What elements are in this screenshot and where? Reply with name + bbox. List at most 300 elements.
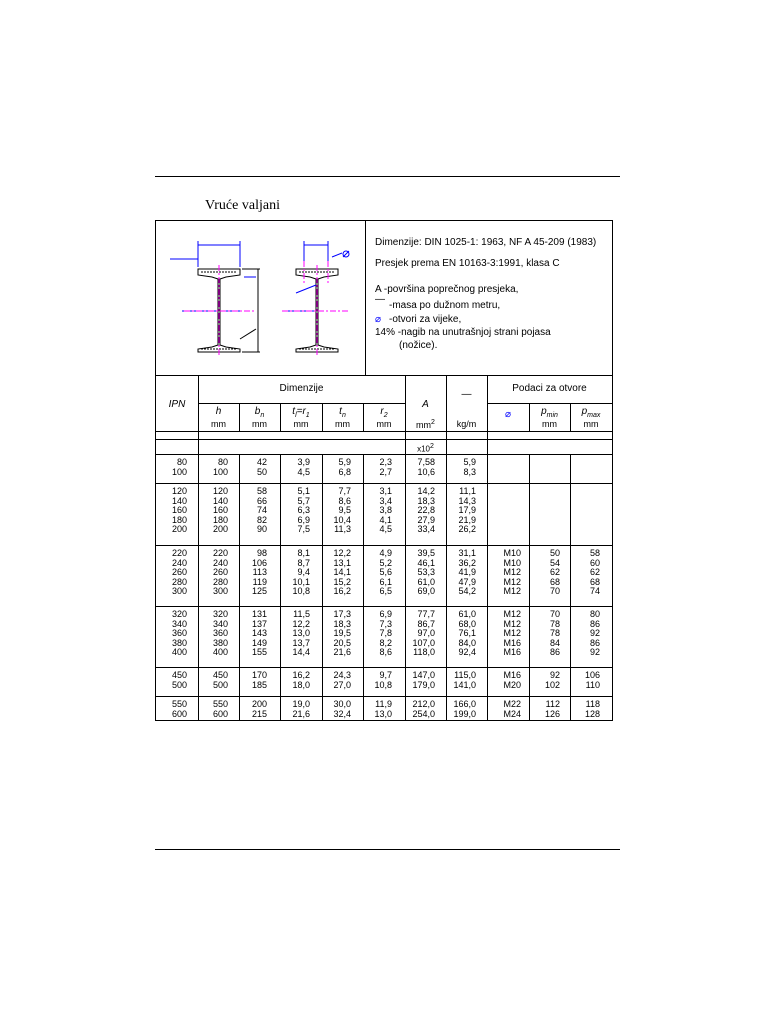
cell: 380 [212,637,228,648]
cell: 120 [171,486,187,496]
cell: 76,1 [458,628,476,639]
cell: 58 [589,548,600,558]
cell: 80 [589,609,600,619]
unit-tn: mm [335,419,350,429]
column-pmin [550,610,560,658]
cell: 17,3 [333,609,351,619]
cell: 240 [171,557,187,568]
cell: 4,5 [297,466,310,477]
cell: 160 [212,505,228,516]
cell: 3,1 [379,486,392,496]
cell: 260 [212,567,228,578]
cell: 141,0 [453,679,476,690]
cell: 86 [589,637,600,648]
cell: 143 [251,628,267,639]
cell: 4,1 [379,514,392,525]
column-G [458,487,476,535]
cell: 74 [256,505,267,516]
mass-symbol-icon: — [375,294,385,305]
column-tn [333,610,351,658]
cell: 118,0 [413,647,435,658]
unit-pmin: mm [542,419,557,429]
cell: M22 [503,699,521,709]
column-r2 [379,549,392,597]
column-pmin [550,549,560,597]
cell: 11,1 [459,486,476,496]
v-line [322,454,323,720]
cell: 6,3 [297,505,310,516]
cell: 500 [212,679,228,690]
v-line [363,454,364,720]
cell: 31,1 [458,548,476,558]
column-h [213,671,228,690]
cell: 5,9 [463,457,476,467]
cell: 16,2 [292,670,310,680]
cell: 11,5 [293,609,310,619]
column-tn [338,458,351,477]
cell: 74 [589,586,600,597]
cell: M20 [503,679,521,690]
cell: 180 [212,514,228,525]
h-line [156,454,612,455]
unit-mass: kg/m [456,419,477,429]
unit-r2: mm [376,419,392,429]
cell: 86 [589,618,600,629]
cell: 9,7 [379,670,392,680]
cell: 4,5 [379,524,392,535]
cell: 14,4 [292,647,310,658]
cell: 2,7 [379,466,392,477]
header-b: $b_n$ [254,406,265,419]
v-line [529,454,530,720]
header-r2: $r_2$ [380,406,388,419]
h-line [156,375,612,376]
column-A [412,700,435,719]
cell: 9,4 [297,567,310,578]
column-G [463,458,476,477]
cell: 254,0 [412,708,435,719]
column-tn [333,700,351,719]
cell: 600 [212,708,228,719]
cell: 380 [171,637,187,648]
cell: 6,9 [379,609,392,619]
cell: 8,3 [463,466,476,477]
info-divider [365,221,366,375]
column-G [453,671,476,690]
cell: 10,4 [333,514,351,525]
header-h: h [215,406,222,417]
column-b [257,487,267,535]
column-pmax [590,610,600,658]
cell: 47,9 [458,576,476,587]
cell: 78 [549,628,560,639]
cell: 8,6 [379,647,392,658]
cell: M16 [503,670,521,680]
cell: 17,9 [458,505,476,516]
cell: M10 [503,557,521,568]
cell: 7,3 [379,618,392,629]
column-pmax [590,549,600,597]
cell: 8,2 [379,637,392,648]
column-hole [503,549,521,597]
column-b [252,549,267,597]
cell: 68 [589,576,600,587]
cell: M12 [503,628,521,639]
cell: 149 [251,637,267,648]
column-ipn [172,487,187,535]
cell: 6,9 [297,514,310,525]
column-G [458,610,476,658]
cell: 550 [171,699,187,709]
h-line [487,403,612,404]
cell: 13,7 [292,637,310,648]
cell: 80 [217,457,228,467]
cell: 119 [252,576,267,587]
cell: 450 [171,670,187,680]
cell: 212,0 [412,699,435,709]
cell: 160 [171,505,187,516]
column-h [213,610,228,658]
cell: 68 [549,576,560,587]
cell: 120 [212,486,228,496]
cell: M12 [503,618,521,629]
cell: 200 [251,699,267,709]
cell: 92 [589,628,600,639]
cell: 84,0 [458,637,476,648]
column-ipn [172,549,187,597]
cell: 82 [256,514,267,525]
cell: 140 [212,495,228,506]
cell: 36,2 [458,557,476,568]
cell: 126 [544,708,560,719]
column-t [297,458,310,477]
cell: 6,8 [338,466,351,477]
cell: 5,9 [338,457,351,467]
column-r2 [379,458,392,477]
cell: 300 [171,586,187,597]
column-ipn [172,610,187,658]
cell: M16 [503,637,521,648]
column-ipn [172,700,187,719]
cell: 550 [212,699,228,709]
cell: 199,0 [453,708,476,719]
cell: 78 [549,618,560,629]
cell: 18,3 [333,618,351,629]
cell: 10,6 [417,466,435,477]
cell: 5,7 [297,495,310,506]
cell: 113 [252,567,267,578]
cell: 6,5 [379,586,392,597]
v-line [239,454,240,720]
header-dimenzije: Dimenzije [279,383,324,394]
cell: 131 [251,609,267,619]
cell: 22,8 [417,505,435,516]
cell: 400 [212,647,228,658]
profile-table [155,220,613,721]
column-A [417,458,435,477]
v-line [487,375,488,720]
column-h [213,458,228,477]
cell: 98 [256,548,267,558]
cell: 100 [212,466,228,477]
bottom-rule [155,849,620,850]
cell: 320 [212,609,228,619]
h-line [156,483,612,484]
cell: 170 [251,670,267,680]
cell: 115,0 [454,670,476,680]
cell: 13,0 [374,708,392,719]
cell: 320 [171,609,187,619]
hole-symbol-icon: ⌀ [375,314,382,325]
v-line [570,454,571,720]
cell: 106 [584,670,600,680]
column-t [292,671,310,690]
cell: 84 [549,637,560,648]
column-h [213,549,228,597]
column-b [257,458,267,477]
cell: 21,6 [292,708,310,719]
header-mass: — [461,389,472,400]
cell: 450 [212,670,228,680]
cell: 340 [212,618,228,629]
v-line [280,454,281,720]
cell: 215 [251,708,267,719]
cell: 180 [171,514,187,525]
cell: 21,9 [458,514,476,525]
cell: 106 [251,557,267,568]
cell: 220 [171,548,187,558]
column-pmin [545,700,560,719]
cell: 2,3 [379,457,392,467]
cell: 10,8 [374,679,392,690]
column-ipn [172,458,187,477]
cell: 50 [549,548,560,558]
cell: 18,0 [292,679,310,690]
header-hole-icon: ⌀ [504,409,512,420]
cell: 69,0 [417,586,435,597]
header-pmin: $p_{min}$ [541,406,558,419]
column-t [292,700,310,719]
cell: 102 [544,679,560,690]
cell: 16,2 [333,586,351,597]
cell: 70 [549,609,560,619]
cell: M10 [503,548,521,558]
column-r2 [374,671,392,690]
cell: 340 [171,618,187,629]
cell: 166,0 [453,699,476,709]
cell: 11,3 [334,524,351,535]
column-h [213,487,228,535]
cell: 5,2 [379,557,392,568]
cell: 360 [171,628,187,639]
h-line [198,403,405,404]
cell: 42 [256,457,267,467]
cell: 260 [171,567,187,578]
unit-b: mm [252,419,267,429]
column-b [252,700,267,719]
cell: 118 [585,699,600,709]
column-G [453,700,476,719]
cell: 140 [171,495,187,506]
cell: 200 [212,524,228,535]
cell: 7,58 [417,457,435,467]
cell: 100 [171,466,187,477]
cell: 19,0 [292,699,310,709]
cell: 7,8 [379,628,392,639]
cell: 54,2 [458,586,476,597]
h-line [156,696,612,697]
cell: 66 [256,495,267,506]
cell: 500 [171,679,187,690]
cell: 155 [251,647,267,658]
cell: 300 [212,586,228,597]
column-pmax [585,671,600,690]
cell: 600 [171,708,187,719]
cell: M12 [503,567,521,578]
column-r2 [379,487,392,535]
cell: M12 [503,576,521,587]
cell: 8,7 [297,557,310,568]
legend-mass: -masa po dužnom metru, [389,300,501,311]
cell: 18,3 [417,495,435,506]
cell: 86 [549,647,560,658]
cell: 61,0 [458,609,476,619]
cell: 5,1 [297,486,310,496]
page-heading: Vruće valjani [205,198,280,213]
cell: 128 [584,708,600,719]
cell: 179,0 [412,679,435,690]
cell: 3,4 [379,495,392,506]
column-A [412,610,435,658]
cell: 7,7 [338,486,351,496]
cell: 92 [549,670,560,680]
cell: 4,9 [379,548,392,558]
cell: 77,7 [417,609,435,619]
cell: 15,2 [333,576,351,587]
header-t: $t_l=r_1$ [292,406,310,419]
unit-h: mm [211,419,226,429]
cell: 110 [585,679,600,690]
standard-text: Dimenzije: DIN 1025-1: 1963, NF A 45-209 (1983) [375,237,597,248]
cell: 21,6 [333,647,351,658]
column-r2 [374,700,392,719]
cell: 3,9 [297,457,310,467]
cell: 58 [256,486,267,496]
cell: 10,1 [292,576,310,587]
unit-t: mm [293,419,309,429]
cell: M16 [503,647,521,658]
cell: 11,9 [375,699,392,709]
cell: 185 [251,679,267,690]
cell: 24,3 [333,670,351,680]
cell: 112 [545,699,560,709]
cell: 32,4 [333,708,351,719]
column-t [292,549,310,597]
column-tn [333,487,351,535]
legend-holes: -otvori za vijeke, [389,314,462,325]
column-t [292,610,310,658]
cell: 19,5 [333,628,351,639]
h-line [156,431,612,432]
cell: 10,8 [292,586,310,597]
column-h [213,700,228,719]
legend-slope: 14% -nagib na unutrašnjoj strani pojasa [375,327,551,338]
cell: 6,1 [379,576,392,587]
cell: 97,0 [417,628,435,639]
cell: 13,0 [292,628,310,639]
cell: 60 [589,557,600,568]
column-A [417,549,435,597]
cell: 14,1 [333,567,351,578]
cell: 50 [256,466,267,477]
cell: 41,9 [458,567,476,578]
header-ipn: IPN [168,399,186,410]
cell: 92,4 [458,647,476,658]
top-rule [155,176,620,177]
cell: 46,1 [417,557,435,568]
cell: 53,3 [417,567,435,578]
cell: 27,0 [333,679,351,690]
section-text: Presjek prema EN 10163-3:1991, klasa C [375,258,560,269]
column-b [252,610,267,658]
cell: 13,1 [333,557,351,568]
column-pmin [545,671,560,690]
column-A [412,671,435,690]
h-line [156,439,612,440]
cell: 80 [176,457,187,467]
cell: 33,4 [417,524,435,535]
cell: 86,7 [417,618,435,629]
cell: 5,6 [379,567,392,578]
cell: 12,2 [333,548,351,558]
cell: 220 [212,548,228,558]
cell: 360 [212,628,228,639]
unit-pmax: mm [583,419,599,429]
cell: 9,5 [338,505,351,516]
column-ipn [172,671,187,690]
cell: 12,2 [292,618,310,629]
header-pmax: $p_{max}$ [581,406,601,419]
cell: 8,6 [338,495,351,506]
cell: 7,5 [297,524,310,535]
cell: 107,0 [412,637,435,648]
column-tn [333,671,351,690]
cell: 70 [549,586,560,597]
cell: 90 [256,524,267,535]
cell: 61,0 [417,576,435,587]
cell: 30,0 [333,699,351,709]
cell: 54 [549,557,560,568]
cell: 92 [589,647,600,658]
cell: 20,5 [333,637,351,648]
cell: 68,0 [458,618,476,629]
cell: 62 [549,567,560,578]
cell: 125 [251,586,267,597]
column-t [297,487,310,535]
column-hole [503,700,521,719]
cell: M12 [503,609,521,619]
ipn-profile-drawing [156,221,366,371]
cell: 200 [171,524,187,535]
cell: 14,2 [417,486,435,496]
cell: 280 [212,576,228,587]
cell: 240 [212,557,228,568]
unit-area: $mm^2$ [416,419,435,430]
header-area: A [422,399,429,410]
cell: 280 [171,576,187,587]
column-hole [503,610,521,658]
cell: 26,2 [458,524,476,535]
